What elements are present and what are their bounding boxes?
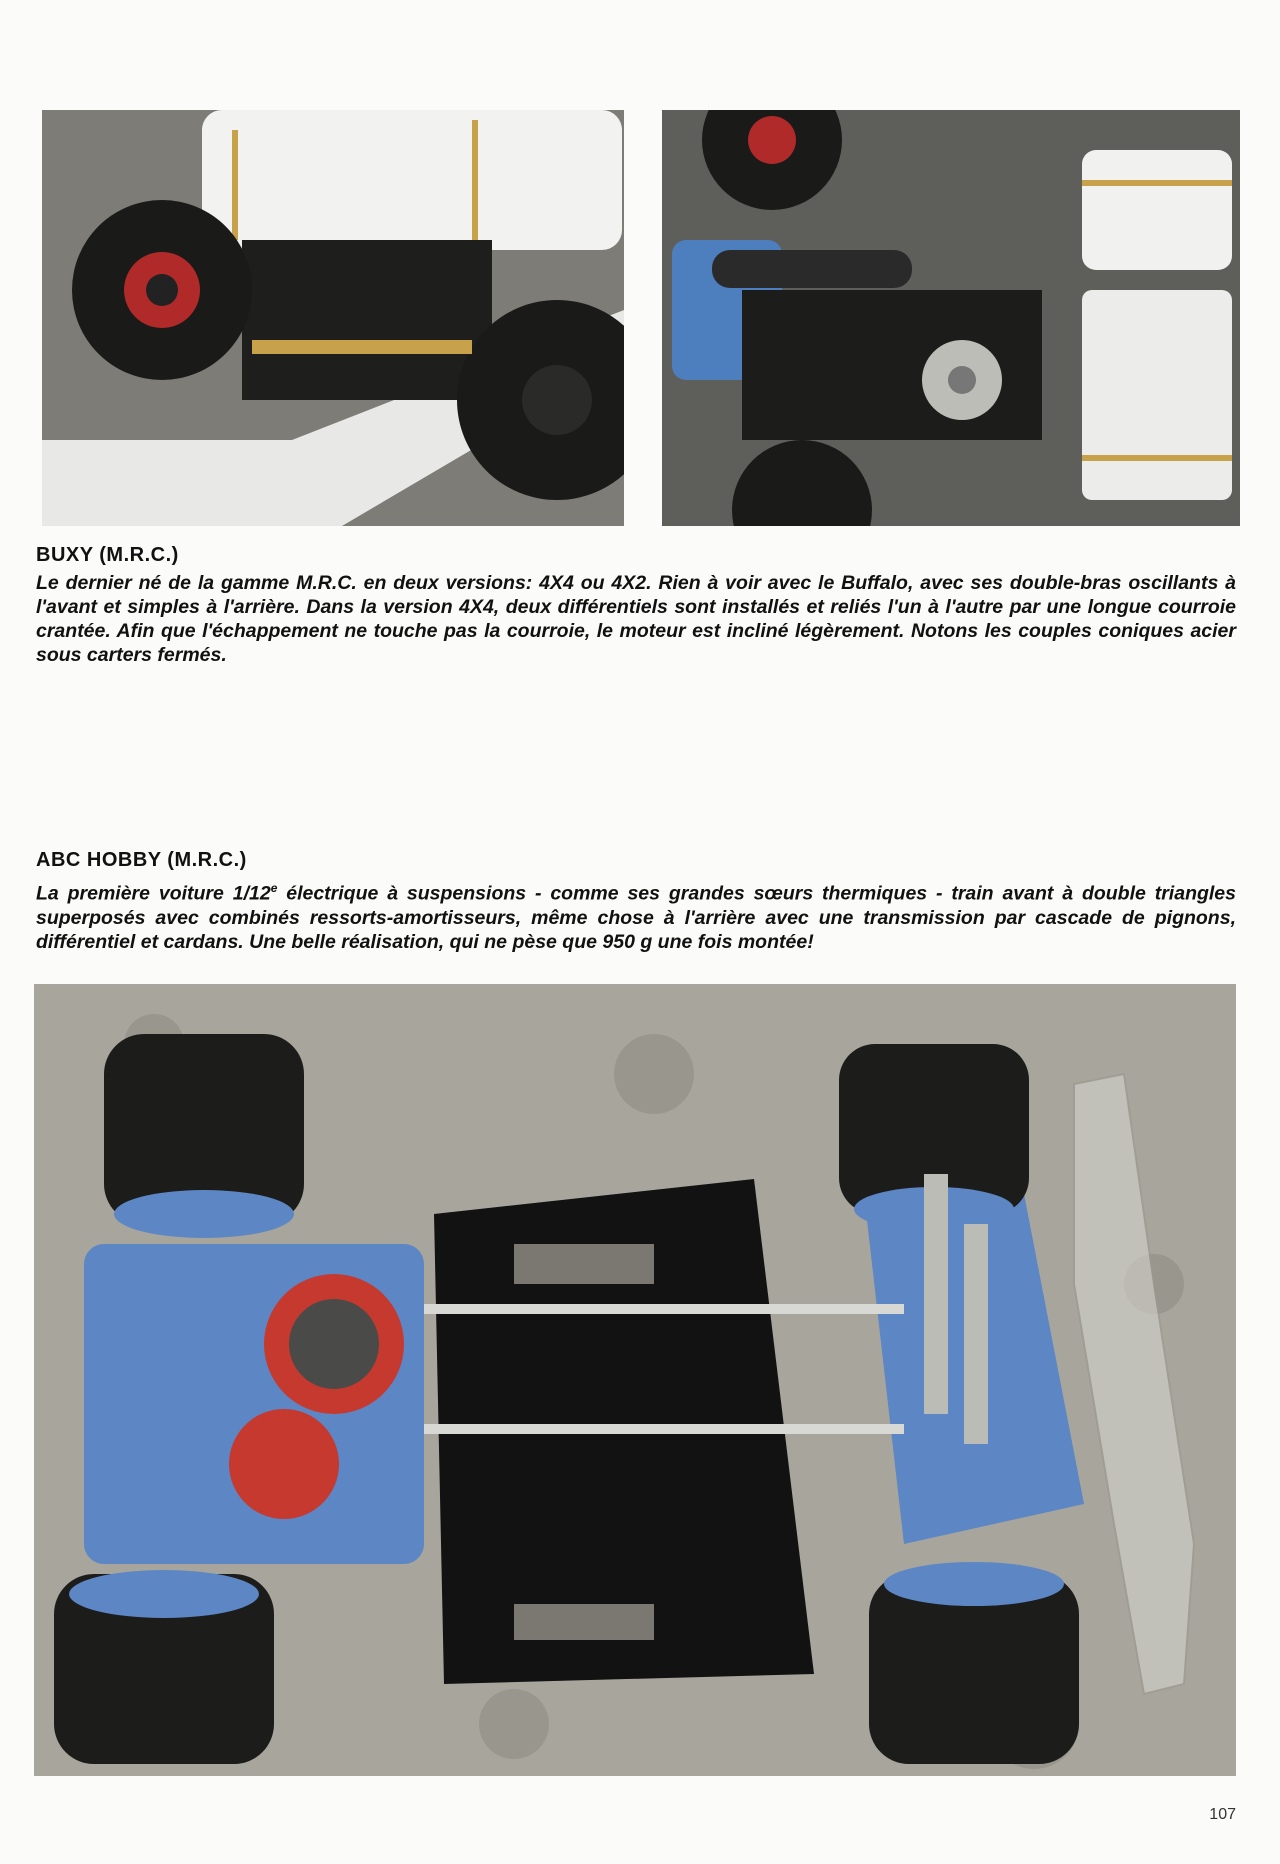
- buxy-photo-left: [42, 110, 624, 526]
- buxy-photo-right: [662, 110, 1240, 526]
- buxy-description: Le dernier né de la gamme M.R.C. en deux versions: 4X4 ou 4X2. Rien à voir avec le Buffalo, avec ses double-bras oscillants à l'avant et simples à l'arrière. Dans la version 4X4, deux différentiels sont installés et reliés l'un à l'autre par une longue courroie crantée. Afin que l'échappement ne touche pas la courroie, le moteur est incliné légèrement. Notons les couples coniques acier sous carters fermés.: [36, 572, 1236, 666]
- abc-hobby-description: [36, 876, 1236, 954]
- abc-hobby-photo: [34, 984, 1236, 1776]
- page-number: 107: [1209, 1806, 1236, 1823]
- abc-hobby-description-part1: La première voiture 1/12: [36, 882, 271, 905]
- buxy-title: BUXY (M.R.C.): [36, 544, 179, 566]
- abc-hobby-title: ABC HOBBY (M.R.C.): [36, 849, 247, 871]
- abc-hobby-description-part2: électrique à suspensions - comme ses grandes sœurs thermiques - train avant à double triangles superposés avec combinés ressorts-amortisseurs, même chose à l'arrière avec une transmission par cascade de pignons, différentiel et cardans. Une belle réalisation, qui ne pèse que 950 g une fois montée!: [36, 882, 1236, 953]
- abc-hobby-description-superscript: e: [270, 881, 278, 895]
